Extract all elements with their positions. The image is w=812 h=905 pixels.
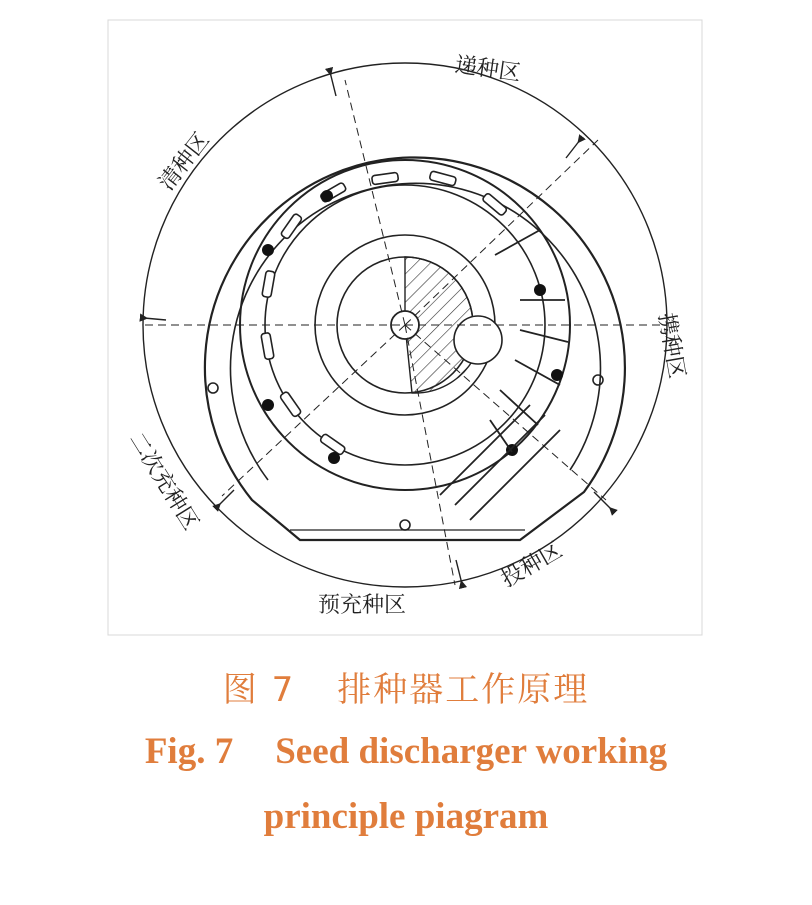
zone-label-right: 携种区: [652, 311, 690, 381]
caption-cn-title: 排种器工作原理: [337, 670, 590, 710]
bolt-holes: [208, 375, 603, 530]
caption-en-title-2: principle piagram: [263, 796, 549, 837]
zone-label-bottom: 预充种区: [318, 593, 407, 618]
zone-label-lower-left: 二次充种区: [123, 428, 204, 535]
caption-en-title-1: Seed discharger working: [275, 731, 668, 772]
caption-chinese: [0, 662, 812, 711]
caption-english-line1: [0, 730, 812, 773]
eccentric-hole: [454, 316, 502, 364]
zone-label-top: 递种区: [453, 52, 523, 87]
caption-english-line2: [0, 795, 812, 838]
zone-label-lower-right: 投种区: [497, 537, 567, 593]
caption-cn-fig: 图 7: [222, 670, 296, 710]
caption-en-fig: Fig. 7: [144, 731, 234, 772]
discharge-chute: [440, 405, 560, 520]
zone-label-upper-left: 清种区: [154, 128, 215, 196]
zone-boundary-ticks: [144, 72, 612, 584]
